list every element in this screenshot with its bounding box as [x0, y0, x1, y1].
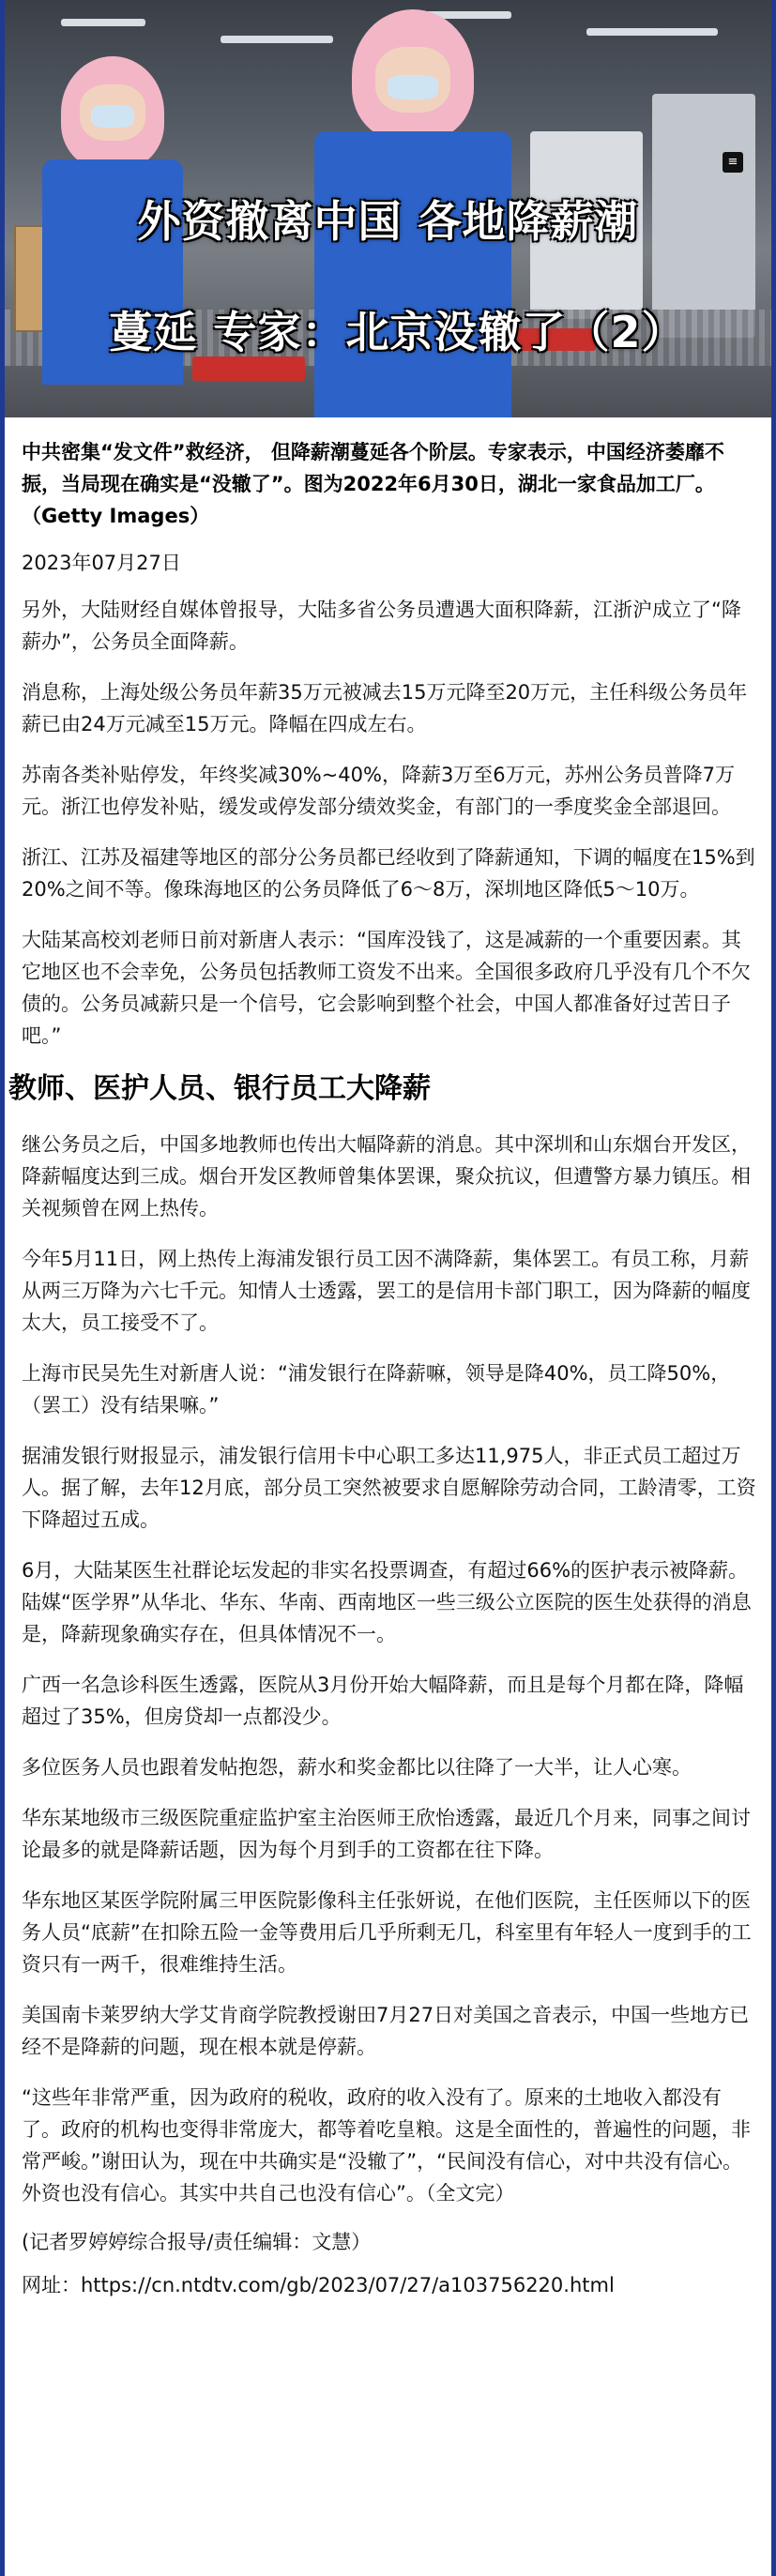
article-paragraph: 消息称，上海处级公务员年薪35万元被减去15万元降至20万元，主任科级公务员年薪已由24万元减至15万元。降幅在四成左右。 — [22, 681, 748, 735]
photo-caption — [22, 436, 756, 532]
article-paragraph: 据浦发银行财报显示，浦发银行信用卡中心职工多达11,975人，非正式员工超过万人。据了解，去年12月底，部分员工突然被要求自愿解除劳动合同，工龄清零，工资下降超过五成。 — [22, 1445, 756, 1531]
hero-photo — [5, 0, 771, 417]
article-paragraph: “这些年非常严重，因为政府的税收，政府的收入没有了。原来的土地收入都没有了。政府的机构也变得非常庞大，都等着吃皇粮。这是全面性的，普遍性的问题，非常严峻。”谢田认为，现在中共确实是“没辙了”，“民间没有信心，对中共没有信心。外资也没有信心。其实中共自己也没有信心”。（全文完） — [22, 2086, 751, 2205]
article-body — [5, 417, 771, 2299]
source-url-line — [22, 2271, 756, 2299]
ceiling-light — [586, 28, 718, 36]
article-paragraph: 广西一名急诊科医生透露，医院从3月份开始大幅降薪，而且是每个月都在降，降幅超过了35%，但房贷却一点都没少。 — [22, 1674, 744, 1728]
source-url-label: 网址： — [22, 2274, 81, 2296]
photo-caption-text: 中共密集“发文件”救经济， 但降薪潮蔓延各个阶层。专家表示，中国经济萎靡不振，当局现在确实是“没辙了”。图为2022年6月30日，湖北一家食品加工厂。（Getty Images） — [22, 441, 724, 527]
article-paragraph: 华东某地级市三级医院重症监护室主治医师王欣怡透露，最近几个月来，同事之间讨论最多的就是降薪话题，因为每个月到手的工资都在往下降。 — [22, 1807, 751, 1861]
article-paragraph: 美国南卡莱罗纳大学艾肯商学院教授谢田7月27日对美国之音表示，中国一些地方已经不是降薪的问题，现在根本就是停薪。 — [22, 2004, 750, 2058]
article-paragraph: 6月，大陆某医生社群论坛发起的非实名投票调查，有超过66%的医护表示被降薪。陆媒“医学界”从华北、华东、华南、西南地区一些三级公立医院的医生处获得的消息是，降薪现象确实存在，但具体情况不一。 — [22, 1559, 752, 1645]
byline: (记者罗婷婷综合报导/责任编辑：文慧） — [22, 2231, 372, 2253]
paragraph-group-1 — [22, 594, 756, 1052]
section-heading: 教师、医护人员、银行员工大降薪 — [8, 1072, 431, 1105]
paragraph-group-2 — [22, 1129, 756, 2209]
worker-mask — [91, 105, 134, 128]
article-paragraph: 多位医务人员也跟着发帖抱怨，薪水和奖金都比以往降了一大半，让人心寒。 — [22, 1756, 692, 1779]
article-paragraph: 苏南各类补贴停发，年终奖减30%~40%，降薪3万至6万元，苏州公务员普降7万元。浙江也停发补贴，缓发或停发部分绩效奖金，有部门的一季度奖金全部退回。 — [22, 764, 736, 818]
source-url-link[interactable]: https://cn.ntdtv.com/gb/2023/07/27/a103756220.html — [81, 2274, 615, 2296]
publish-date: 2023年07月27日 — [22, 552, 181, 574]
worker-apron — [314, 131, 511, 417]
ceiling-light — [221, 36, 333, 43]
article-paragraph: 今年5月11日，网上热传上海浦发银行员工因不满降薪，集体罢工。有员工称，月薪从两三万降为六七千元。知情人士透露，罢工的是信用卡部门职工，因为降薪的幅度太大，员工接受不了。 — [22, 1248, 751, 1334]
article-paragraph: 华东地区某医学院附属三甲医院影像科主任张妍说，在他们医院，主任医师以下的医务人员“底薪”在扣除五险一金等费用后几乎所剩无几，科室里有年轻人一度到手的工资只有一两千，很难维持生活。 — [22, 1889, 752, 1976]
article-paragraph: 上海市民吴先生对新唐人说：“浦发银行在降薪嘛，领导是降40%，员工降50%，（罢工）没有结果嘛。” — [22, 1362, 731, 1417]
photo-agency-icon: ≡ — [723, 152, 743, 173]
article-paragraph: 另外，大陆财经自媒体曾报导，大陆多省公务员遭遇大面积降薪，江浙沪成立了“降薪办”，公务员全面降薪。 — [22, 599, 741, 653]
article-paragraph: 大陆某高校刘老师日前对新唐人表示：“国库没钱了，这是减薪的一个重要因素。其它地区也不会幸免，公务员包括教师工资发不出来。全国很多政府几乎没有几个不欠债的。公务员减薪只是一个信号，它会影响到整个社会，中国人都准备好过苦日子吧。” — [22, 929, 751, 1047]
ceiling-light — [61, 19, 145, 26]
hero-headline-line1: 外资撤离中国 各地降薪潮 — [137, 196, 639, 247]
article-paragraph: 浙江、江苏及福建等地区的部分公务员都已经收到了降薪通知，下调的幅度在15%到20%之间不等。像珠海地区的公务员降低了6～8万，深圳地区降低5～10万。 — [22, 846, 755, 901]
hero-headline-line2: 蔓延 专家：北京没辙了（2） — [109, 307, 686, 357]
article-paragraph: 继公务员之后，中国多地教师也传出大幅降薪的消息。其中深圳和山东烟台开发区，降薪幅度达到三成。烟台开发区教师曾集体罢课，聚众抗议，但遭警方暴力镇压。相关视频曾在网上热传。 — [22, 1133, 751, 1220]
worker-mask — [388, 75, 438, 99]
